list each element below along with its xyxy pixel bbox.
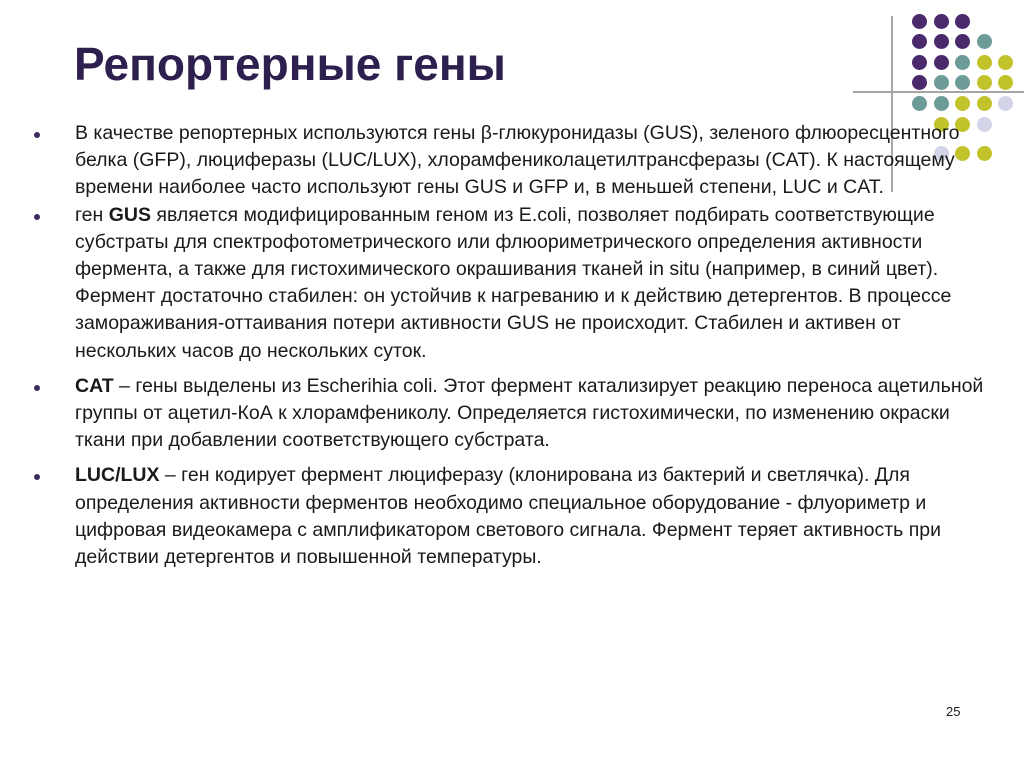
decorative-dot — [934, 55, 949, 70]
decorative-dot — [934, 34, 949, 49]
bullet-keyword: LUC/LUX — [75, 464, 160, 487]
decorative-dot — [912, 34, 927, 49]
bullet-item — [30, 120, 1005, 202]
decorative-horizontal-line — [853, 91, 1024, 93]
bullet-dot-icon — [34, 132, 40, 138]
decorative-dot — [955, 96, 970, 111]
bullet-text: В качестве репортерных используются гены β-глюкуронидазы (GUS), зеленого флюоресцентного белка (GFP), люциферазы (LUC/LUX), хлорамфениколацетилтрансферазы (CAT). К настоящему времени наиболее часто используют гены GUS и GFP и, в меньшей степени, LUC и CAT. — [75, 122, 960, 199]
bullet-text: является модифицированным геном из E.coli, позволяет подбирать соответствующие субстраты для спектрофотометрического или флюориметрического определения активности фермента, а также для гистохимического окрашивания тканей in situ (например, в синий цвет). Фермент достаточно стабилен: он устойчив к нагреванию и к действию детергентов. В процессе замораживания-оттаивания потери активности GUS не происходит. Стабилен и активен от нескольких часов до нескольких суток. — [75, 203, 952, 362]
bullet-dot-icon — [34, 385, 40, 391]
decorative-dot — [998, 96, 1013, 111]
decorative-dot — [977, 75, 992, 90]
decorative-dot — [934, 14, 949, 29]
decorative-dot — [998, 55, 1013, 70]
bullet-item — [30, 462, 1005, 571]
decorative-dot — [998, 75, 1013, 90]
bullet-prefix: ген — [75, 203, 109, 226]
bullet-dot-icon — [34, 214, 40, 220]
decorative-dot — [912, 14, 927, 29]
decorative-dot — [955, 14, 970, 29]
decorative-dot — [977, 96, 992, 111]
bullet-list — [30, 120, 1005, 579]
decorative-dot — [912, 96, 927, 111]
bullet-keyword: GUS — [108, 203, 151, 226]
decorative-dot — [955, 55, 970, 70]
bullet-text: – гены выделены из Escherihia coli. Этот фермент катализирует реакцию переноса ацетильной группы от ацетил-КоА к хлорамфениколу. Определяется гистохимически, по изменению окраски ткани при добавлении соответствующего субстрата. — [75, 374, 984, 452]
bullet-item — [30, 202, 1005, 365]
decorative-dot — [934, 96, 949, 111]
bullet-text: – ген кодирует фермент люциферазу (клонирована из бактерий и светлячка). Для определения активности ферментов необходимо специальное оборудование - флуориметр и цифровая видеокамера с амплификатором светового сигнала. Фермент теряет активность при действии детергентов и повышенной температуры. — [75, 464, 941, 569]
slide-title: Репортерные гены — [74, 38, 506, 90]
decorative-dot — [955, 75, 970, 90]
bullet-keyword: CAT — [75, 374, 114, 397]
bullet-dot-icon — [34, 474, 40, 480]
decorative-dot — [977, 34, 992, 49]
decorative-dot — [934, 75, 949, 90]
decorative-dot — [955, 34, 970, 49]
decorative-dot — [912, 75, 927, 90]
bullet-item — [30, 373, 1005, 455]
page-number: 25 — [946, 704, 961, 719]
decorative-dot — [977, 55, 992, 70]
decorative-dot — [912, 55, 927, 70]
